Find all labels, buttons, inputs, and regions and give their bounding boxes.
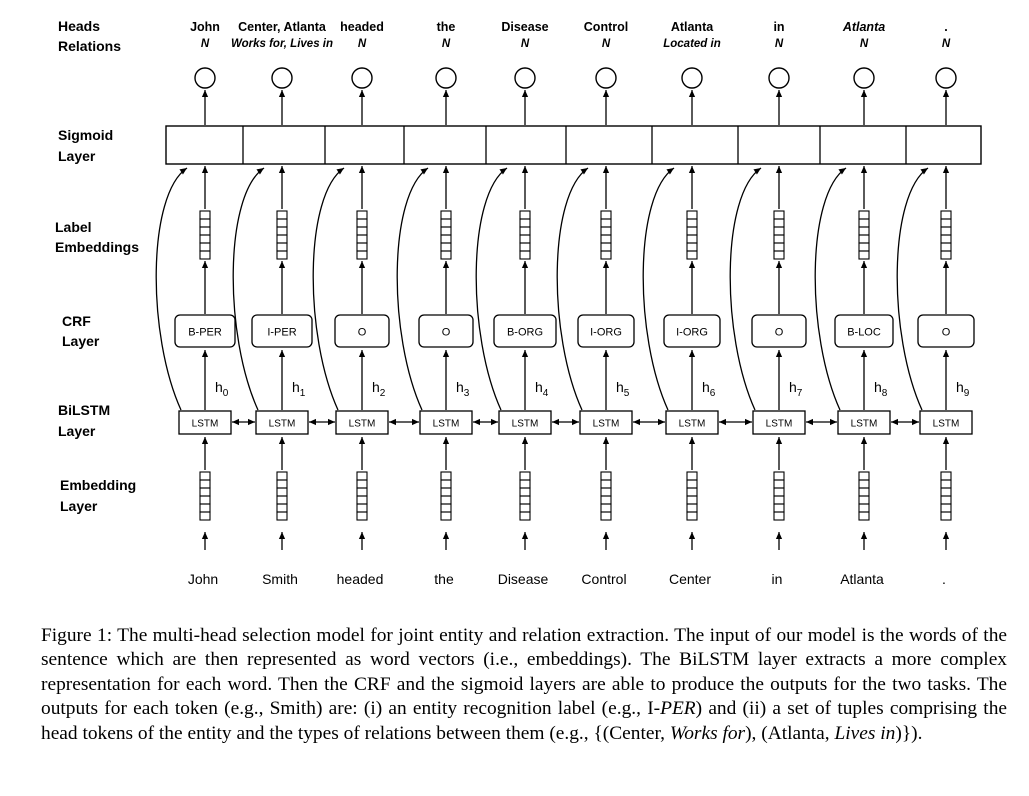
word-embedding-vector-cell <box>774 488 784 496</box>
word-embedding-vector <box>357 472 367 520</box>
input-word: headed <box>336 571 384 587</box>
hidden-state-label: $h_7$ <box>789 379 803 399</box>
head-text: Disease <box>501 20 549 34</box>
word-embedding-vector-cell <box>941 496 951 504</box>
output-node <box>596 68 616 88</box>
label-embedding-vector-cell <box>357 219 367 227</box>
word-embedding-vector-cell <box>277 512 287 520</box>
word-embedding-vector-cell <box>941 512 951 520</box>
label-embedding-vector-cell <box>520 227 530 235</box>
lstm-label: LSTM <box>268 418 296 430</box>
word-embedding-vector-cell <box>357 480 367 488</box>
hidden-state-label: $h_4$ <box>535 379 549 399</box>
hidden-state-label: $h_2$ <box>372 379 386 399</box>
bilstm-layer-label: BiLSTM <box>58 402 111 418</box>
output-node <box>352 68 372 88</box>
head-text: in <box>773 20 785 34</box>
output-node <box>682 68 702 88</box>
head-text: headed <box>340 20 384 34</box>
word-embedding-vector-cell <box>520 472 530 480</box>
label-embedding-vector-cell <box>687 219 697 227</box>
hidden-state-label: $h_6$ <box>702 379 716 399</box>
output-node <box>936 68 956 88</box>
lstm-label: LSTM <box>191 418 219 430</box>
word-embedding-vector-cell <box>441 504 451 512</box>
word-embedding-vector-cell <box>200 496 210 504</box>
word-embedding-vector-cell <box>687 480 697 488</box>
label-embedding-vector-cell <box>774 235 784 243</box>
crf-tag: O <box>357 326 367 339</box>
input-word: the <box>434 571 454 587</box>
label-embedding-vector-cell <box>601 227 611 235</box>
label-embedding-vector-cell <box>357 211 367 219</box>
label-embedding-vector <box>774 211 784 259</box>
word-embedding-vector <box>601 472 611 520</box>
word-embedding-vector-cell <box>774 504 784 512</box>
word-embedding-vector-cell <box>941 488 951 496</box>
word-embedding-vector-cell <box>774 496 784 504</box>
word-embedding-vector-cell <box>200 488 210 496</box>
caption-label: Figure 1: <box>41 625 113 646</box>
word-embedding-vector-cell <box>601 504 611 512</box>
relation-text: Located in <box>663 38 721 50</box>
word-embedding-vector-cell <box>687 504 697 512</box>
skip-connection-arrow <box>643 168 674 410</box>
word-embedding-vector-cell <box>941 504 951 512</box>
relation-text: N <box>941 38 951 50</box>
input-word: Control <box>581 571 627 587</box>
label-embedding-vector-cell <box>520 235 530 243</box>
label-embedding-vector-cell <box>200 211 210 219</box>
sigmoid-layer-box <box>166 126 981 164</box>
word-embedding-vector-cell <box>441 512 451 520</box>
bilstm-layer-label-2: Layer <box>58 423 96 439</box>
label-embedding-vector-cell <box>941 243 951 251</box>
relation-text: N <box>441 38 451 50</box>
hidden-state-label: $h_0$ <box>215 379 229 399</box>
word-embedding-vector-cell <box>859 488 869 496</box>
label-embedding-vector <box>357 211 367 259</box>
word-embedding-vector-cell <box>601 480 611 488</box>
label-embedding-vector-cell <box>441 219 451 227</box>
relation-text: N <box>520 38 530 50</box>
word-embedding-vector-cell <box>441 496 451 504</box>
relation-text: N <box>200 38 210 50</box>
input-word: Atlanta <box>840 571 884 587</box>
label-embedding-vector-cell <box>687 243 697 251</box>
label-embedding-vector-cell <box>941 227 951 235</box>
lstm-label: LSTM <box>932 418 960 430</box>
sigmoid-layer-label: Sigmoid <box>58 127 114 143</box>
word-embedding-vector <box>200 472 210 520</box>
label-embedding-vector-cell <box>601 251 611 259</box>
word-embedding-vector <box>941 472 951 520</box>
output-node <box>769 68 789 88</box>
skip-connection-arrow <box>313 168 344 410</box>
crf-tag: B-PER <box>188 326 222 339</box>
crf-layer-label: CRF <box>62 313 91 329</box>
label-embedding-vector-cell <box>200 251 210 259</box>
label-embedding-vector-cell <box>859 243 869 251</box>
crf-tag: O <box>441 326 451 339</box>
label-embedding-vector-cell <box>687 211 697 219</box>
skip-connection-arrow <box>897 168 928 410</box>
label-embedding-vector-cell <box>941 251 951 259</box>
skip-connection-arrow <box>730 168 761 410</box>
label-embedding-vector-cell <box>941 235 951 243</box>
label-embedding-vector <box>687 211 697 259</box>
hidden-state-label: $h_3$ <box>456 379 470 399</box>
label-embedding-vector-cell <box>774 211 784 219</box>
word-embedding-vector-cell <box>601 512 611 520</box>
label-embedding-vector-cell <box>859 227 869 235</box>
crf-tag: I-ORG <box>676 326 708 339</box>
hidden-state-label: $h_9$ <box>956 379 970 399</box>
word-embedding-vector-cell <box>357 496 367 504</box>
word-embedding-vector-cell <box>200 480 210 488</box>
word-embedding-vector-cell <box>520 512 530 520</box>
word-embedding-vector-cell <box>601 488 611 496</box>
crf-tag: I-ORG <box>590 326 622 339</box>
label-embedding-vector-cell <box>277 227 287 235</box>
word-embedding-vector-cell <box>859 480 869 488</box>
word-embedding-vector-cell <box>520 504 530 512</box>
label-embedding-vector-cell <box>277 235 287 243</box>
head-text: Control <box>583 20 629 34</box>
word-embedding-vector-cell <box>277 496 287 504</box>
word-embedding-vector-cell <box>859 496 869 504</box>
caption-text-2: ) and (ii) a set of tuples comprising the head tokens of the entity and the types of relations between them (e.g., {(Center, <box>41 698 1007 744</box>
caption-text-1: The multi-head selection model for joint entity and relation extraction. The input of our model is the words of the sentence which are then represented as word vectors (i.e., embeddings). The BiLSTM layer extracts a more complex representation for each word. Then the CRF and the sigmoid layers are able to produce the outputs for the two tasks. The outputs for each token (e.g., Smith) are: (i) an entity recognition label (e.g., I- <box>41 625 1007 720</box>
label-embedding-vector-cell <box>441 235 451 243</box>
crf-tag: I-PER <box>267 326 297 339</box>
word-embedding-vector <box>277 472 287 520</box>
relation-text: N <box>357 38 367 50</box>
label-embedding-vector-cell <box>687 235 697 243</box>
hidden-state-label: $h_1$ <box>292 379 306 399</box>
label-embedding-vector-cell <box>200 235 210 243</box>
lstm-label: LSTM <box>592 418 620 430</box>
word-embedding-vector-cell <box>520 496 530 504</box>
label-embedding-vector-cell <box>277 219 287 227</box>
head-text: Atlanta <box>670 20 714 34</box>
label-embedding-vector-cell <box>200 243 210 251</box>
head-text: Center, Atlanta <box>238 20 326 34</box>
lstm-label: LSTM <box>765 418 793 430</box>
relation-text: N <box>859 38 869 50</box>
caption-text-4: )}). <box>895 722 923 744</box>
label-embedding-vector <box>441 211 451 259</box>
word-embedding-vector-cell <box>200 504 210 512</box>
label-embedding-vector <box>520 211 530 259</box>
output-node <box>195 68 215 88</box>
label-embedding-vector-cell <box>941 211 951 219</box>
skip-connection-arrow <box>397 168 428 410</box>
label-embedding-vector-cell <box>277 251 287 259</box>
relation-text: Works for, Lives in <box>230 38 334 50</box>
word-embedding-vector-cell <box>601 496 611 504</box>
word-embedding-vector-cell <box>941 480 951 488</box>
label-embedding-vector-cell <box>441 251 451 259</box>
word-embedding-vector-cell <box>277 480 287 488</box>
skip-connection-arrow <box>557 168 588 410</box>
label-embedding-vector <box>941 211 951 259</box>
heads-label: Heads <box>58 18 101 34</box>
label-embedding-vector-cell <box>774 251 784 259</box>
crf-tag: B-LOC <box>847 326 881 339</box>
output-node <box>272 68 292 88</box>
lstm-label: LSTM <box>348 418 376 430</box>
label-embedding-vector-cell <box>277 243 287 251</box>
word-embedding-vector-cell <box>441 480 451 488</box>
hidden-state-label: $h_5$ <box>616 379 630 399</box>
label-embedding-vector-cell <box>200 227 210 235</box>
label-embedding-vector-cell <box>520 251 530 259</box>
input-word: Center <box>668 571 712 587</box>
word-embedding-vector-cell <box>859 512 869 520</box>
output-node <box>854 68 874 88</box>
word-embedding-vector-cell <box>200 512 210 520</box>
label-embedding-vector-cell <box>520 211 530 219</box>
crf-layer-label-2: Layer <box>62 333 100 349</box>
skip-connection-arrow <box>156 168 187 410</box>
word-embedding-vector <box>520 472 530 520</box>
word-embedding-vector-cell <box>687 488 697 496</box>
word-embedding-vector-cell <box>277 504 287 512</box>
label-embedding-vector-cell <box>441 243 451 251</box>
label-embedding-vector-cell <box>687 251 697 259</box>
label-embedding-vector <box>277 211 287 259</box>
word-embedding-vector-cell <box>357 512 367 520</box>
lstm-label: LSTM <box>511 418 539 430</box>
input-word: Disease <box>497 571 549 587</box>
word-embedding-vector-cell <box>859 472 869 480</box>
label-embedding-vector-cell <box>520 219 530 227</box>
label-embedding-vector-cell <box>520 243 530 251</box>
word-embedding-vector <box>687 472 697 520</box>
label-embedding-vector-cell <box>441 211 451 219</box>
embedding-layer-label: Embedding <box>60 477 137 493</box>
head-text: . <box>944 20 948 34</box>
input-word: in <box>771 571 783 587</box>
word-embedding-vector-cell <box>774 512 784 520</box>
skip-connection-arrow <box>476 168 507 410</box>
word-embedding-vector-cell <box>200 472 210 480</box>
relation-text: N <box>601 38 611 50</box>
label-embedding-vector-cell <box>601 211 611 219</box>
sigmoid-layer-label-2: Layer <box>58 148 96 164</box>
word-embedding-vector <box>774 472 784 520</box>
word-embedding-vector-cell <box>687 512 697 520</box>
word-embedding-vector-cell <box>687 496 697 504</box>
label-embedding-vector-cell <box>601 219 611 227</box>
label-embedding-vector-cell <box>859 251 869 259</box>
label-embedding-vector-cell <box>601 243 611 251</box>
input-word: John <box>187 571 219 587</box>
word-embedding-vector <box>441 472 451 520</box>
label-embedding-vector <box>859 211 869 259</box>
word-embedding-vector-cell <box>520 488 530 496</box>
hidden-state-label: $h_8$ <box>874 379 888 399</box>
word-embedding-vector-cell <box>774 472 784 480</box>
lstm-label: LSTM <box>850 418 878 430</box>
word-embedding-vector-cell <box>277 488 287 496</box>
label-embedding-vector-cell <box>441 227 451 235</box>
caption-text-3: ), (Atlanta, <box>745 722 835 744</box>
label-embedding-vector-cell <box>859 211 869 219</box>
lstm-label: LSTM <box>432 418 460 430</box>
label-embedding-vector-cell <box>357 243 367 251</box>
label-embedding-vector <box>200 211 210 259</box>
head-text: Atlanta <box>842 20 886 34</box>
word-embedding-vector-cell <box>441 472 451 480</box>
word-embedding-vector-cell <box>687 472 697 480</box>
label-embedding-vector-cell <box>357 227 367 235</box>
relation-text: N <box>774 38 784 50</box>
crf-tag: O <box>774 326 784 339</box>
input-word: Smith <box>262 571 298 587</box>
word-embedding-vector-cell <box>774 480 784 488</box>
figure-caption <box>41 624 1007 746</box>
label-embedding-vector-cell <box>774 219 784 227</box>
label-embedding-vector-cell <box>774 227 784 235</box>
crf-tag: O <box>941 326 951 339</box>
label-embedding-vector-cell <box>601 235 611 243</box>
skip-connection-arrow <box>815 168 846 410</box>
word-embedding-vector-cell <box>441 488 451 496</box>
label-embedding-vector <box>601 211 611 259</box>
word-embedding-vector <box>859 472 869 520</box>
word-embedding-vector-cell <box>859 504 869 512</box>
word-embedding-vector-cell <box>941 472 951 480</box>
label-embedding-vector-cell <box>200 219 210 227</box>
input-word: . <box>942 571 946 587</box>
head-text: the <box>436 20 456 34</box>
embedding-layer-label-2: Layer <box>60 498 98 514</box>
label-embedding-vector-cell <box>941 219 951 227</box>
label-embeddings-label: Label <box>55 219 92 235</box>
head-text: John <box>190 20 220 34</box>
label-embedding-vector-cell <box>774 243 784 251</box>
lstm-label: LSTM <box>678 418 706 430</box>
word-embedding-vector-cell <box>357 504 367 512</box>
word-embedding-vector-cell <box>601 472 611 480</box>
relations-label: Relations <box>58 38 122 54</box>
label-embedding-vector-cell <box>357 235 367 243</box>
caption-lives-in: Lives in <box>834 722 896 744</box>
caption-works-for: Works for <box>669 722 746 744</box>
output-node <box>436 68 456 88</box>
output-node <box>515 68 535 88</box>
word-embedding-vector-cell <box>277 472 287 480</box>
label-embedding-vector-cell <box>687 227 697 235</box>
label-embedding-vector-cell <box>357 251 367 259</box>
word-embedding-vector-cell <box>357 488 367 496</box>
crf-tag: B-ORG <box>506 326 544 339</box>
word-embedding-vector-cell <box>357 472 367 480</box>
label-embeddings-label-2: Embeddings <box>55 239 140 255</box>
word-embedding-vector-cell <box>520 480 530 488</box>
label-embedding-vector-cell <box>277 211 287 219</box>
label-embedding-vector-cell <box>859 235 869 243</box>
caption-per: PER <box>660 698 696 720</box>
skip-connection-arrow <box>233 168 264 410</box>
label-embedding-vector-cell <box>859 219 869 227</box>
